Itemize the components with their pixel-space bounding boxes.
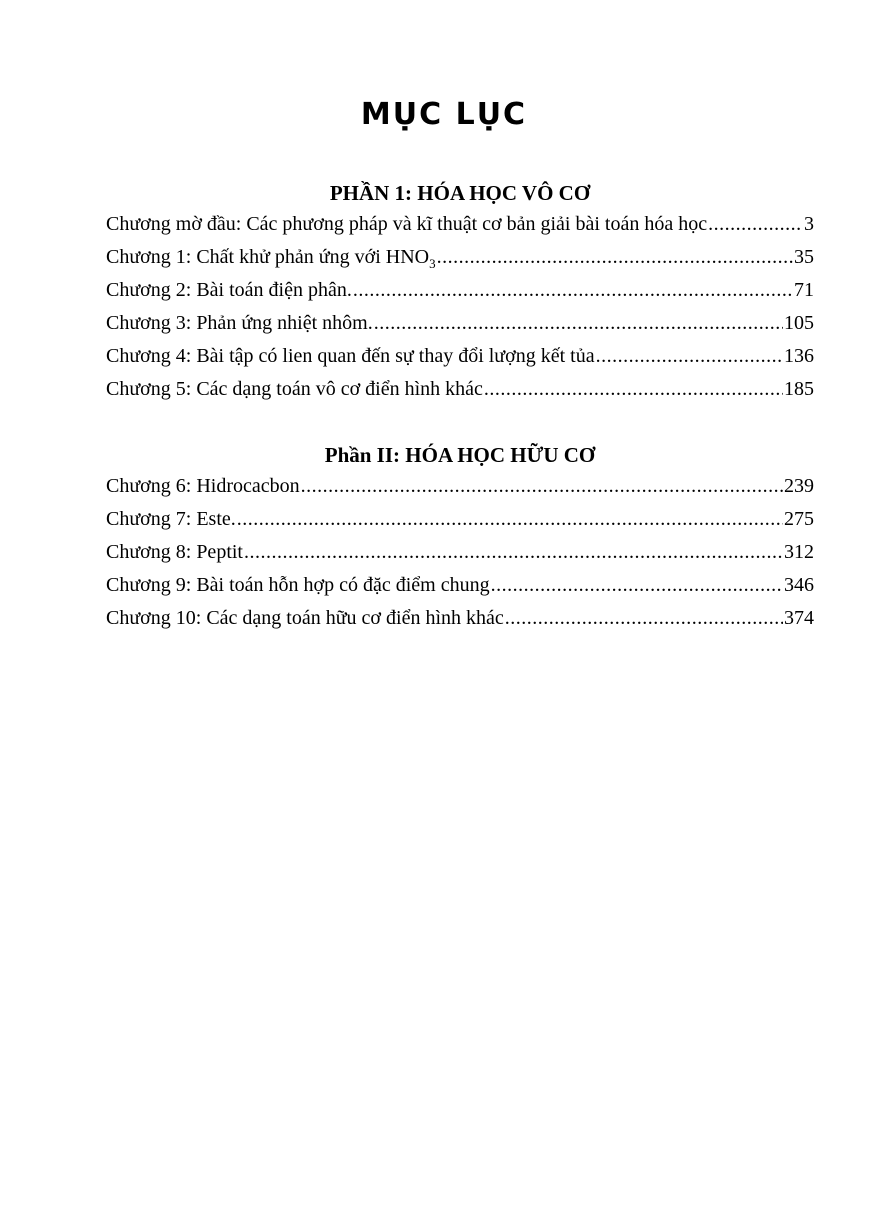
toc-leader-dots xyxy=(596,340,783,373)
toc-entry-intro[interactable] xyxy=(106,208,814,241)
toc-entry-page: 374 xyxy=(784,607,814,629)
toc-entry-chapter-1[interactable] xyxy=(106,241,814,274)
toc-entry-title: Chương 7: Este. xyxy=(106,508,236,530)
toc-leader-dots xyxy=(301,470,783,503)
toc-entry-page: 312 xyxy=(784,541,814,563)
part-2-heading: Phần II: HÓA HỌC HỮU CƠ xyxy=(324,443,596,467)
toc-leader-dots xyxy=(708,208,803,241)
toc-entry-chapter-4[interactable] xyxy=(106,340,814,373)
toc-leader-dots xyxy=(374,307,783,340)
toc-leader-dots xyxy=(353,274,793,307)
part-2-toc-list xyxy=(106,470,814,635)
toc-leader-dots xyxy=(491,569,783,602)
toc-leader-dots xyxy=(244,536,783,569)
toc-entry-chapter-7[interactable] xyxy=(106,503,814,536)
toc-entry-chapter-5[interactable] xyxy=(106,373,814,406)
toc-entry-title: Chương 3: Phản ứng nhiệt nhôm. xyxy=(106,312,373,334)
toc-entry-page: 185 xyxy=(784,378,814,400)
toc-entry-title: Chương 4: Bài tập có lien quan đến sự thay đổi lượng kết tủa xyxy=(106,345,595,367)
toc-entry-page: 136 xyxy=(784,345,814,367)
toc-entry-title xyxy=(106,241,436,274)
toc-entry-title-text: Chương 1: Chất khử phản ứng với HNO xyxy=(106,246,430,268)
toc-leader-dots xyxy=(484,373,783,406)
toc-entry-title: Chương 9: Bài toán hỗn hợp có đặc điểm chung xyxy=(106,574,490,596)
toc-entry-title: Chương mờ đầu: Các phương pháp và kĩ thuật cơ bản giải bài toán hóa học xyxy=(106,213,708,235)
toc-entry-page: 239 xyxy=(784,475,814,497)
toc-entry-page: 35 xyxy=(794,246,814,268)
toc-entry-chapter-9[interactable] xyxy=(106,569,814,602)
part-1-heading: PHẦN 1: HÓA HỌC VÔ CƠ xyxy=(329,181,591,205)
toc-entry-chapter-8[interactable] xyxy=(106,536,814,569)
toc-leader-dots xyxy=(237,503,783,536)
toc-entry-title-subscript: 3 xyxy=(429,256,436,271)
document-title: MỤC LỤC xyxy=(360,97,528,132)
toc-entry-chapter-3[interactable] xyxy=(106,307,814,340)
toc-entry-chapter-10[interactable] xyxy=(106,602,814,635)
toc-entry-title: Chương 10: Các dạng toán hữu cơ điển hình khác xyxy=(106,607,504,629)
toc-entry-page: 71 xyxy=(794,279,814,301)
toc-leader-dots xyxy=(505,602,783,635)
part-2-section xyxy=(106,440,814,635)
toc-entry-chapter-6[interactable] xyxy=(106,470,814,503)
part-1-toc-list xyxy=(106,208,814,406)
toc-entry-title: Chương 6: Hidrocacbon xyxy=(106,475,300,497)
toc-entry-page: 346 xyxy=(784,574,814,596)
part-1-section xyxy=(106,178,814,406)
toc-entry-page: 105 xyxy=(784,312,814,334)
toc-entry-title: Chương 2: Bài toán điện phân. xyxy=(106,279,352,301)
toc-entry-page: 3 xyxy=(804,213,814,235)
toc-entry-title: Chương 5: Các dạng toán vô cơ điển hình khác xyxy=(106,378,483,400)
toc-entry-title: Chương 8: Peptit xyxy=(106,541,243,563)
toc-entry-page: 275 xyxy=(784,508,814,530)
toc-leader-dots xyxy=(437,241,793,274)
toc-entry-chapter-2[interactable] xyxy=(106,274,814,307)
